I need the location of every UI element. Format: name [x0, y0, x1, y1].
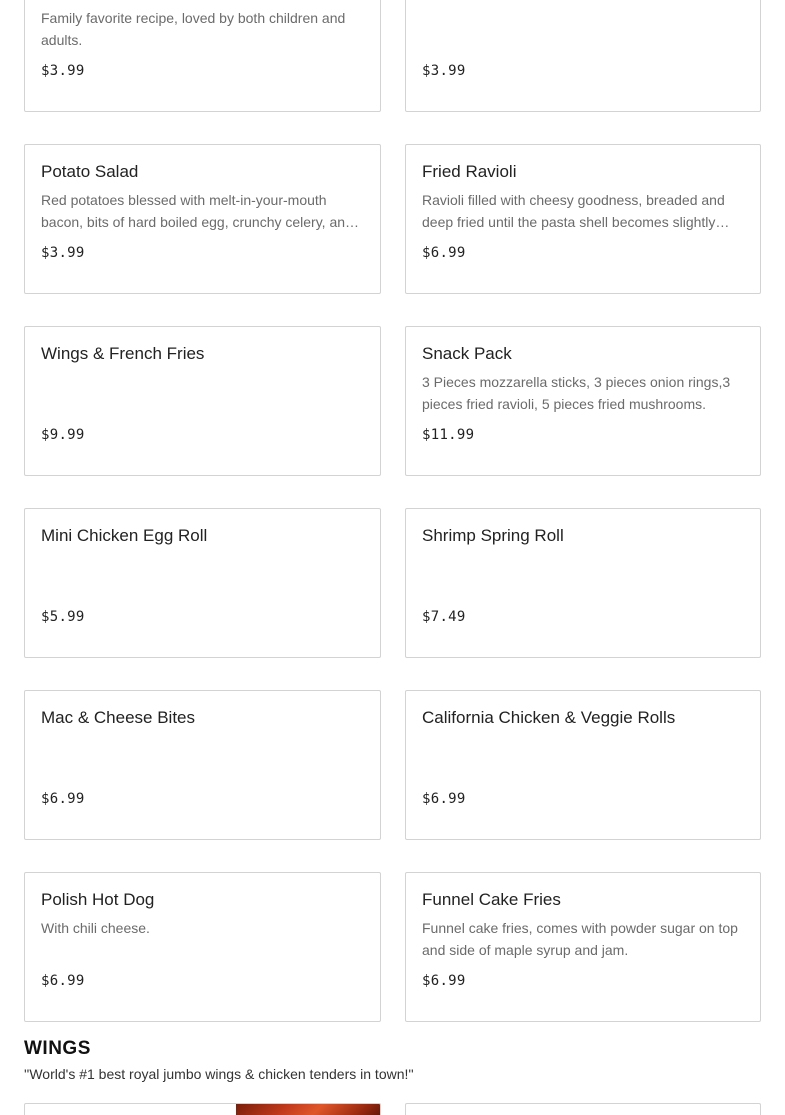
menu-item-mac-cheese-bites[interactable] [24, 690, 381, 840]
menu-item-description: 3 Pieces mozzarella sticks, 3 pieces onion rings,3 pieces fried ravioli, 5 pieces fried mushrooms. [422, 374, 731, 412]
menu-item-mini-chicken-egg-roll[interactable] [24, 508, 381, 658]
menu-items-grid [24, 0, 761, 1022]
menu-item-description: Red potatoes blessed with melt-in-your-mouth bacon, bits of hard boiled egg, crunchy celery, and [41, 192, 353, 230]
menu-item-description [41, 371, 364, 415]
menu-item-description [422, 7, 744, 51]
menu-item-polish-hot-dog[interactable] [24, 872, 381, 1022]
menu-item-price: $11.99 [422, 427, 475, 443]
menu-item-price: $6.99 [41, 973, 85, 989]
menu-item-price: $9.99 [41, 427, 85, 443]
menu-item-description [41, 553, 364, 597]
menu-item-title: Potato Salad [41, 162, 139, 181]
menu-item-card[interactable] [405, 1103, 761, 1115]
menu-item-funnel-cake-fries[interactable] [405, 872, 761, 1022]
wings-section-subtitle: ''World's #1 best royal jumbo wings & chicken tenders in town!'' [24, 1066, 414, 1082]
menu-item-card[interactable] [24, 0, 381, 112]
menu-item-description [422, 553, 744, 597]
wings-section-title: WINGS [24, 1038, 91, 1059]
menu-item-description: Funnel cake fries, comes with powder sugar on top and side of maple syrup and jam. [422, 920, 738, 958]
menu-item-california-chicken-veggie-rolls[interactable] [405, 690, 761, 840]
menu-item-snack-pack[interactable] [405, 326, 761, 476]
menu-item-description: Ravioli filled with cheesy goodness, breaded and deep fried until the pasta shell becomes slightly [422, 192, 725, 230]
menu-item-potato-salad[interactable] [24, 144, 381, 294]
menu-item-title: Fried Ravioli [422, 162, 517, 181]
menu-item-shrimp-spring-roll[interactable] [405, 508, 761, 658]
menu-item-description [41, 735, 364, 779]
menu-item-price: $3.99 [41, 245, 85, 261]
menu-item-title: Wings & French Fries [41, 344, 205, 363]
menu-item-title: Snack Pack [422, 344, 512, 363]
menu-item-description: With chili cheese. [41, 920, 150, 936]
menu-item-title: Mac & Cheese Bites [41, 708, 196, 727]
menu-item-photo [236, 1104, 380, 1115]
menu-item-title: Mini Chicken Egg Roll [41, 526, 208, 545]
menu-item-description [422, 735, 744, 779]
menu-item-price: $6.99 [422, 245, 466, 261]
menu-item-title [422, 0, 744, 1]
menu-item-price: $7.49 [422, 609, 466, 625]
menu-item-title: Shrimp Spring Roll [422, 526, 564, 545]
menu-item-card[interactable] [24, 1103, 381, 1115]
menu-item-title [41, 0, 364, 1]
menu-item-price: $6.99 [41, 791, 85, 807]
menu-item-title: Polish Hot Dog [41, 890, 155, 909]
menu-item-price: $3.99 [422, 63, 466, 79]
menu-item-title: California Chicken & Veggie Rolls [422, 708, 676, 727]
menu-item-price: $6.99 [422, 791, 466, 807]
menu-item-fried-ravioli[interactable] [405, 144, 761, 294]
wings-items-row [24, 1103, 761, 1115]
menu-item-price: $5.99 [41, 609, 85, 625]
menu-item-price: $6.99 [422, 973, 466, 989]
menu-item-description: Family favorite recipe, loved by both children and adults. [41, 10, 346, 48]
menu-item-card[interactable] [405, 0, 761, 112]
menu-item-wings-french-fries[interactable] [24, 326, 381, 476]
menu-item-title: Funnel Cake Fries [422, 890, 561, 909]
menu-item-price: $3.99 [41, 63, 85, 79]
